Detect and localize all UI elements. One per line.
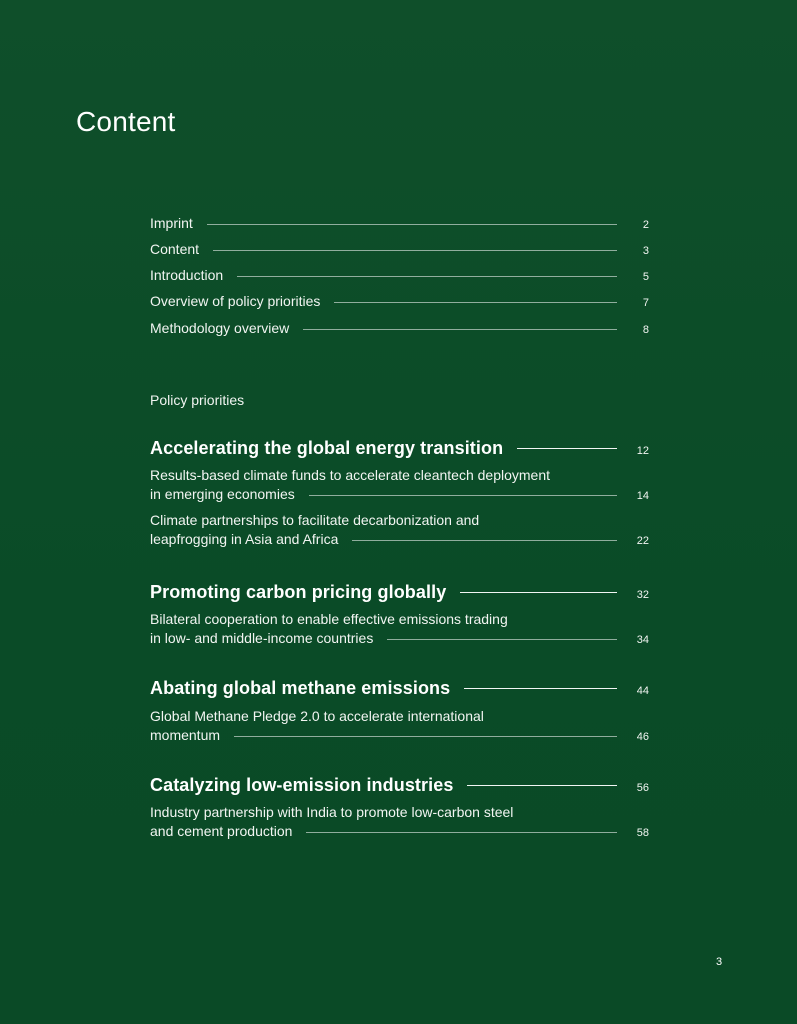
leader-line [334, 302, 617, 303]
toc-entry-line1: Results-based climate funds to accelerate cleantech deployment [150, 467, 550, 483]
toc-entry-line2: in emerging economies [150, 486, 295, 502]
toc-entry-content[interactable] [150, 240, 649, 259]
toc-entry-label: Methodology overview [150, 320, 290, 336]
toc-entry-label: Imprint [150, 215, 193, 231]
leader-line [467, 785, 617, 786]
toc-entry-overview[interactable] [150, 292, 649, 311]
toc-entry-line1: Climate partnerships to facilitate decarbonization and [150, 512, 480, 528]
toc-page-number: 3 [642, 245, 649, 257]
section-label: Policy priorities [150, 392, 245, 408]
toc-entry-introduction[interactable] [150, 266, 649, 285]
chapter-title: Promoting carbon pricing globally [150, 582, 447, 602]
page-folio: 3 [716, 956, 723, 968]
toc-page-number: 7 [642, 297, 649, 309]
toc-entry-imprint[interactable] [150, 214, 649, 233]
chapter-heading[interactable] [150, 676, 649, 700]
toc-page-number: 2 [642, 219, 649, 231]
toc-entry-methodology[interactable] [150, 319, 649, 338]
toc-sub-entry[interactable] [150, 803, 649, 841]
toc-page-number: 34 [636, 634, 649, 646]
toc-entry-line2: and cement production [150, 823, 293, 839]
chapter-title: Accelerating the global energy transition [150, 438, 504, 458]
leader-line [234, 736, 617, 737]
toc-entry-label: Overview of policy priorities [150, 293, 321, 309]
leader-line [309, 495, 617, 496]
chapter-title: Abating global methane emissions [150, 678, 451, 698]
toc-sub-entry[interactable] [150, 707, 649, 745]
toc-entry-line2: in low- and middle-income countries [150, 630, 374, 646]
toc-entry-line1: Global Methane Pledge 2.0 to accelerate international [150, 708, 484, 724]
toc-page-number: 58 [636, 827, 649, 839]
toc-entry-label: Introduction [150, 267, 224, 283]
leader-line [460, 592, 617, 593]
page-title: Content [76, 106, 176, 137]
toc-page-number: 14 [636, 490, 649, 502]
leader-line [464, 688, 617, 689]
chapter-heading[interactable] [150, 773, 649, 797]
leader-line [517, 448, 617, 449]
leader-line [303, 329, 617, 330]
toc-sub-entry[interactable] [150, 511, 649, 549]
toc-page-number: 46 [636, 731, 649, 743]
leader-line [306, 832, 617, 833]
leader-line [207, 224, 617, 225]
toc-entry-label: Content [150, 241, 200, 257]
toc-sub-entry[interactable] [150, 610, 649, 648]
leader-line [387, 639, 617, 640]
toc-entry-line2: leapfrogging in Asia and Africa [150, 531, 339, 547]
toc-page-number: 8 [642, 324, 649, 336]
toc-entry-line1: Bilateral cooperation to enable effective emissions trading [150, 611, 508, 627]
leader-line [213, 250, 617, 251]
toc-page-number: 22 [636, 535, 649, 547]
chapter-heading[interactable] [150, 580, 649, 604]
toc-page-number: 5 [642, 271, 649, 283]
toc-sub-entry[interactable] [150, 466, 649, 504]
toc-page-number: 12 [636, 445, 649, 457]
toc-page-number: 44 [636, 685, 649, 697]
leader-line [352, 540, 617, 541]
toc-entry-line2: momentum [150, 727, 221, 743]
chapter-title: Catalyzing low-emission industries [150, 775, 454, 795]
leader-line [237, 276, 617, 277]
chapter-heading[interactable] [150, 436, 649, 460]
toc-page-number: 56 [636, 782, 649, 794]
toc-page-number: 32 [636, 589, 649, 601]
toc-entry-line1: Industry partnership with India to promote low-carbon steel [150, 804, 514, 820]
